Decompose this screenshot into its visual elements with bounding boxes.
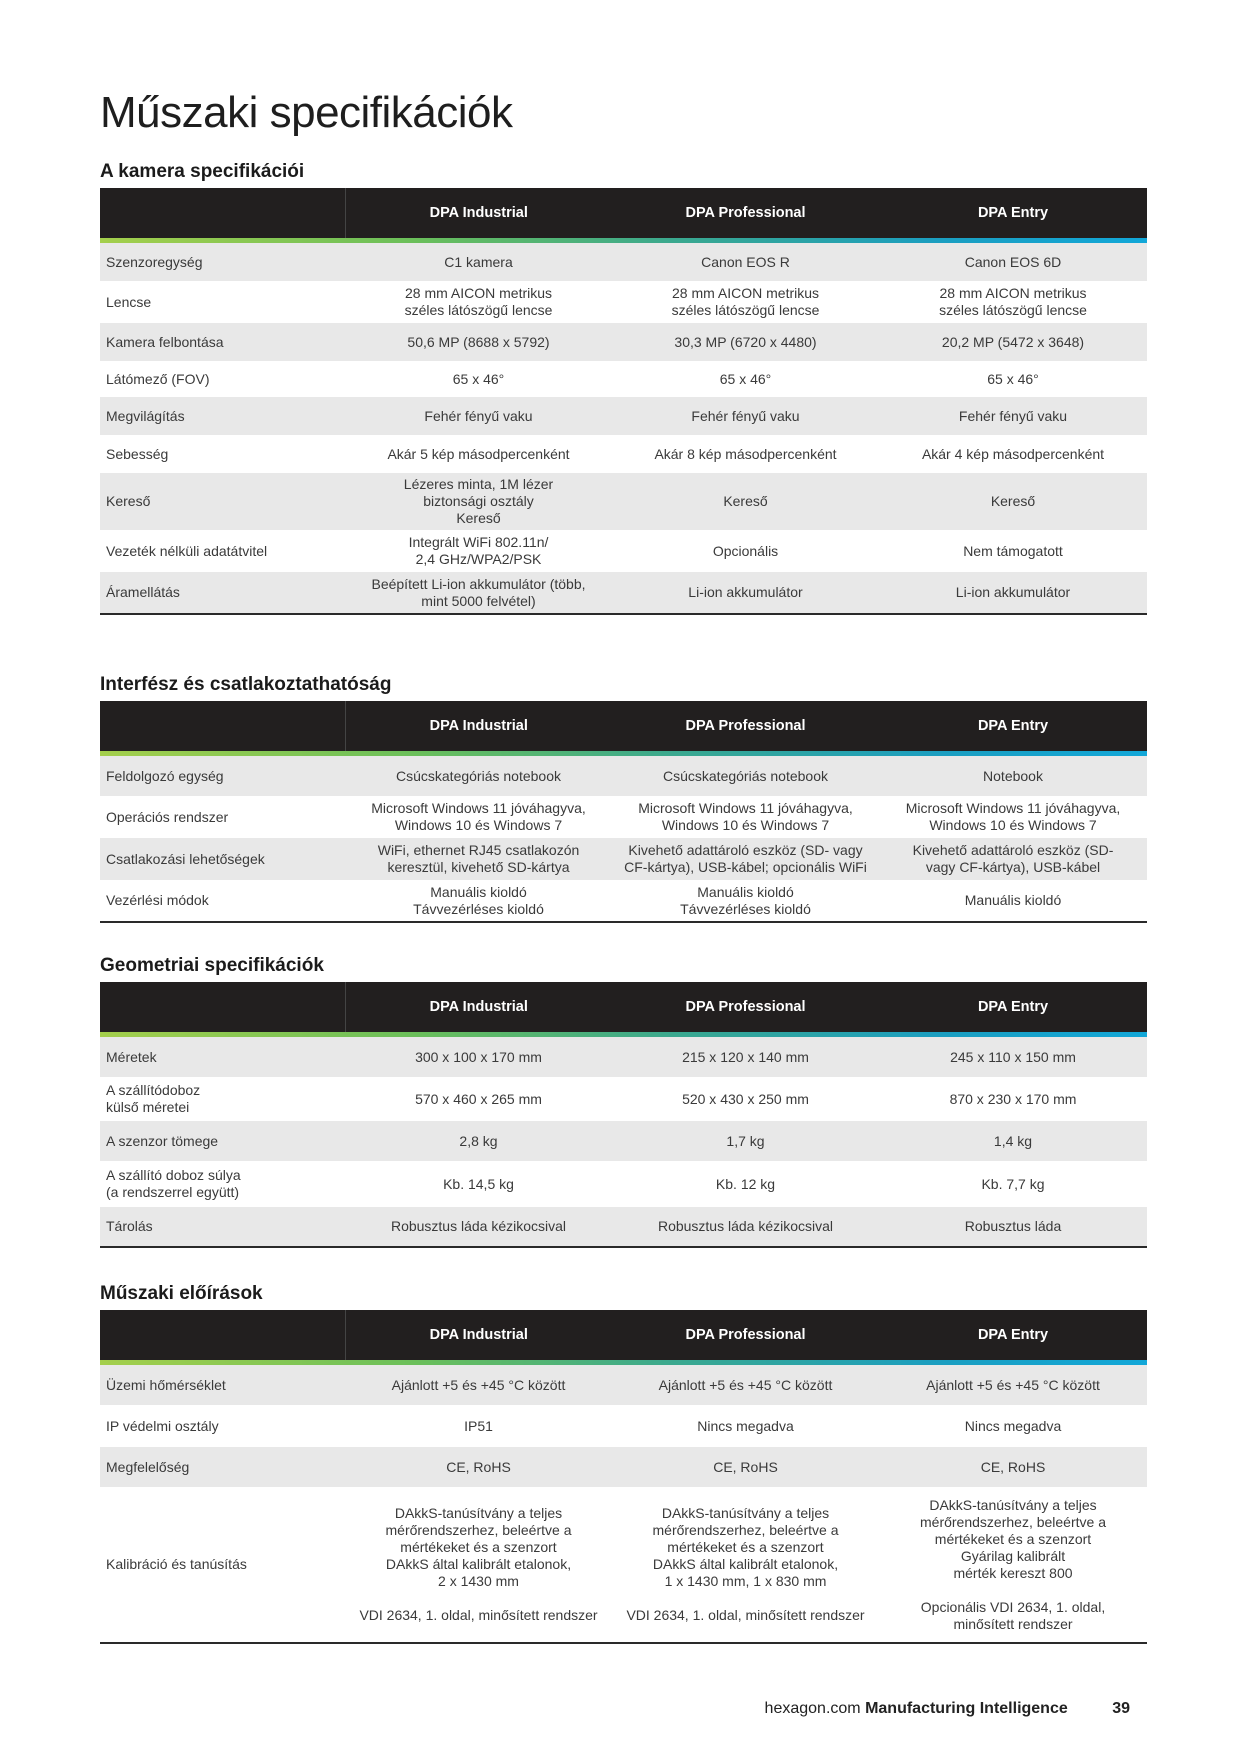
table-cell: Ajánlott +5 és +45 °C között: [612, 1365, 879, 1405]
spec-table: [100, 1310, 1147, 1644]
table-row: [100, 1487, 1147, 1643]
table-row: [100, 1121, 1147, 1161]
table-row: [100, 880, 1147, 922]
table-cell: Canon EOS 6D: [879, 243, 1147, 281]
table-cell: Lézeres minta, 1M lézer biztonsági osztály Kereső: [345, 473, 612, 530]
table-cell: Opcionális: [612, 530, 879, 572]
table-cell: Nem támogatott: [879, 530, 1147, 572]
table-cell: 1,7 kg: [612, 1121, 879, 1161]
row-label: Látómező (FOV): [100, 361, 345, 397]
header-dpa-industrial: DPA Industrial: [345, 188, 612, 238]
spec-table: [100, 982, 1147, 1248]
header-dpa-professional: DPA Professional: [612, 1310, 879, 1360]
table-cell: 20,2 MP (5472 x 3648): [879, 323, 1147, 361]
table-cell: Microsoft Windows 11 jóváhagyva, Windows 10 és Windows 7: [879, 796, 1147, 838]
table-cell: C1 kamera: [345, 243, 612, 281]
page-number: 39: [1112, 1700, 1130, 1717]
table-cell: 65 x 46°: [345, 361, 612, 397]
row-label: Kamera felbontása: [100, 323, 345, 361]
row-label: A szállítódoboz külső méretei: [100, 1077, 345, 1121]
table-row: [100, 323, 1147, 361]
table-cell: Integrált WiFi 802.11n/ 2,4 GHz/WPA2/PSK: [345, 530, 612, 572]
row-label: Méretek: [100, 1037, 345, 1077]
header-dpa-professional: DPA Professional: [612, 188, 879, 238]
table-cell: 1,4 kg: [879, 1121, 1147, 1161]
table-cell: 28 mm AICON metrikus széles látószögű lencse: [879, 281, 1147, 323]
section-technical-regulations: [100, 1282, 1147, 1644]
table-row: [100, 756, 1147, 796]
table-cell: 28 mm AICON metrikus széles látószögű lencse: [612, 281, 879, 323]
table-row: [100, 1447, 1147, 1487]
header-dpa-professional: DPA Professional: [612, 701, 879, 751]
table-cell: Fehér fényű vaku: [612, 397, 879, 435]
table-cell: Manuális kioldó Távvezérléses kioldó: [345, 880, 612, 922]
section-title: Interfész és csatlakoztathatóság: [100, 674, 392, 695]
table-row: [100, 1207, 1147, 1247]
table-cell: Microsoft Windows 11 jóváhagyva, Windows 10 és Windows 7: [612, 796, 879, 838]
table-cell: Robusztus láda: [879, 1207, 1147, 1247]
table-cell: Robusztus láda kézikocsival: [612, 1207, 879, 1247]
table-cell: DAkkS-tanúsítvány a teljes mérőrendszerhez, beleértve a mértékeket és a szenzort DAkkS által kalibrált etalonok, 2 x 1430 mm VDI 2634, 1. oldal, minősített rendszer: [345, 1487, 612, 1643]
table-cell: Nincs megadva: [879, 1405, 1147, 1447]
footer-site: hexagon.com: [764, 1700, 861, 1717]
table-row: [100, 361, 1147, 397]
table-cell: CE, RoHS: [345, 1447, 612, 1487]
spec-table: [100, 701, 1147, 923]
header-dpa-industrial: DPA Industrial: [345, 701, 612, 751]
header-dpa-industrial: DPA Industrial: [345, 1310, 612, 1360]
page-footer: [600, 1700, 1130, 1718]
table-cell: 870 x 230 x 170 mm: [879, 1077, 1147, 1121]
section-geometry: [100, 954, 1147, 1248]
header-cell-empty: [100, 982, 345, 1032]
table-cell: Kereső: [879, 473, 1147, 530]
spec-table: [100, 188, 1147, 615]
row-label: Kalibráció és tanúsítás: [100, 1487, 345, 1643]
table-cell: 28 mm AICON metrikus széles látószögű lencse: [345, 281, 612, 323]
table-cell: 570 x 460 x 265 mm: [345, 1077, 612, 1121]
header-dpa-entry: DPA Entry: [879, 1310, 1147, 1360]
table-cell: Kb. 7,7 kg: [879, 1161, 1147, 1207]
header-cell-empty: [100, 1310, 345, 1360]
row-label: Megfelelőség: [100, 1447, 345, 1487]
row-label: Sebesség: [100, 435, 345, 473]
table-row: [100, 1161, 1147, 1207]
table-cell: WiFi, ethernet RJ45 csatlakozón keresztül, kivehető SD-kártya: [345, 838, 612, 880]
table-cell: Li-ion akkumulátor: [612, 572, 879, 614]
table-cell: Li-ion akkumulátor: [879, 572, 1147, 614]
table-cell: Nincs megadva: [612, 1405, 879, 1447]
table-cell: Notebook: [879, 756, 1147, 796]
table-cell: Kereső: [612, 473, 879, 530]
table-cell: 65 x 46°: [612, 361, 879, 397]
header-cell-empty: [100, 701, 345, 751]
header-dpa-industrial: DPA Industrial: [345, 982, 612, 1032]
header-dpa-professional: DPA Professional: [612, 982, 879, 1032]
table-cell: Akár 5 kép másodpercenként: [345, 435, 612, 473]
row-label: Áramellátás: [100, 572, 345, 614]
table-cell: DAkkS-tanúsítvány a teljes mérőrendszerhez, beleértve a mértékeket és a szenzort Gyárilag kalibrált mérték kereszt 800 Opcionális VDI 2634, 1. oldal, minősített rendszer: [879, 1487, 1147, 1643]
section-title: A kamera specifikációi: [100, 161, 305, 182]
table-cell: 245 x 110 x 150 mm: [879, 1037, 1147, 1077]
table-row: [100, 796, 1147, 838]
table-row: [100, 530, 1147, 572]
table-cell: Fehér fényű vaku: [345, 397, 612, 435]
table-row: [100, 281, 1147, 323]
table-row: [100, 838, 1147, 880]
table-cell: Akár 8 kép másodpercenként: [612, 435, 879, 473]
row-label: IP védelmi osztály: [100, 1405, 345, 1447]
table-row: [100, 473, 1147, 530]
table-cell: Kb. 14,5 kg: [345, 1161, 612, 1207]
table-cell: Ajánlott +5 és +45 °C között: [879, 1365, 1147, 1405]
header-cell-empty: [100, 188, 345, 238]
table-cell: Manuális kioldó: [879, 880, 1147, 922]
header-dpa-entry: DPA Entry: [879, 188, 1147, 238]
row-label: Kereső: [100, 473, 345, 530]
row-label: Tárolás: [100, 1207, 345, 1247]
table-cell: Csúcskategóriás notebook: [345, 756, 612, 796]
table-cell: Fehér fényű vaku: [879, 397, 1147, 435]
section-interface: [100, 673, 1147, 923]
row-label: Vezérlési módok: [100, 880, 345, 922]
section-camera-specs: [100, 160, 1147, 615]
table-row: [100, 1405, 1147, 1447]
row-label: Üzemi hőmérséklet: [100, 1365, 345, 1405]
row-label: Szenzoregység: [100, 243, 345, 281]
table-cell: Csúcskategóriás notebook: [612, 756, 879, 796]
row-label: Megvilágítás: [100, 397, 345, 435]
page-title: Műszaki specifikációk: [100, 88, 513, 137]
table-row: [100, 572, 1147, 614]
table-cell: Akár 4 kép másodpercenként: [879, 435, 1147, 473]
table-cell: Robusztus láda kézikocsival: [345, 1207, 612, 1247]
table-cell: Beépített Li-ion akkumulátor (több, mint 5000 felvétel): [345, 572, 612, 614]
table-cell: CE, RoHS: [612, 1447, 879, 1487]
table-cell: Microsoft Windows 11 jóváhagyva, Windows 10 és Windows 7: [345, 796, 612, 838]
table-cell: Kb. 12 kg: [612, 1161, 879, 1207]
table-cell: 300 x 100 x 170 mm: [345, 1037, 612, 1077]
table-cell: DAkkS-tanúsítvány a teljes mérőrendszerhez, beleértve a mértékeket és a szenzort DAkkS által kalibrált etalonok, 1 x 1430 mm, 1 x 830 mm VDI 2634, 1. oldal, minősített rendszer: [612, 1487, 879, 1643]
table-cell: 65 x 46°: [879, 361, 1147, 397]
row-label: A szenzor tömege: [100, 1121, 345, 1161]
table-row: [100, 1365, 1147, 1405]
row-label: A szállító doboz súlya (a rendszerrel együtt): [100, 1161, 345, 1207]
table-row: [100, 1037, 1147, 1077]
table-cell: Kivehető adattároló eszköz (SD- vagy CF-kártya), USB-kábel: [879, 838, 1147, 880]
row-label: Operációs rendszer: [100, 796, 345, 838]
table-cell: 520 x 430 x 250 mm: [612, 1077, 879, 1121]
table-cell: Kivehető adattároló eszköz (SD- vagy CF-kártya), USB-kábel; opcionális WiFi: [612, 838, 879, 880]
table-cell: Canon EOS R: [612, 243, 879, 281]
row-label: Vezeték nélküli adatátvitel: [100, 530, 345, 572]
section-title: Műszaki előírások: [100, 1283, 263, 1304]
table-row: [100, 397, 1147, 435]
table-row: [100, 1077, 1147, 1121]
table-row: [100, 243, 1147, 281]
table-row: [100, 435, 1147, 473]
table-cell: 215 x 120 x 140 mm: [612, 1037, 879, 1077]
section-title: Geometriai specifikációk: [100, 955, 324, 976]
table-cell: 50,6 MP (8688 x 5792): [345, 323, 612, 361]
row-label: Csatlakozási lehetőségek: [100, 838, 345, 880]
table-cell: IP51: [345, 1405, 612, 1447]
row-label: Feldolgozó egység: [100, 756, 345, 796]
table-cell: 2,8 kg: [345, 1121, 612, 1161]
table-cell: CE, RoHS: [879, 1447, 1147, 1487]
header-dpa-entry: DPA Entry: [879, 982, 1147, 1032]
header-dpa-entry: DPA Entry: [879, 701, 1147, 751]
table-cell: 30,3 MP (6720 x 4480): [612, 323, 879, 361]
table-cell: Manuális kioldó Távvezérléses kioldó: [612, 880, 879, 922]
footer-brand: Manufacturing Intelligence: [865, 1700, 1068, 1717]
table-cell: Ajánlott +5 és +45 °C között: [345, 1365, 612, 1405]
row-label: Lencse: [100, 281, 345, 323]
